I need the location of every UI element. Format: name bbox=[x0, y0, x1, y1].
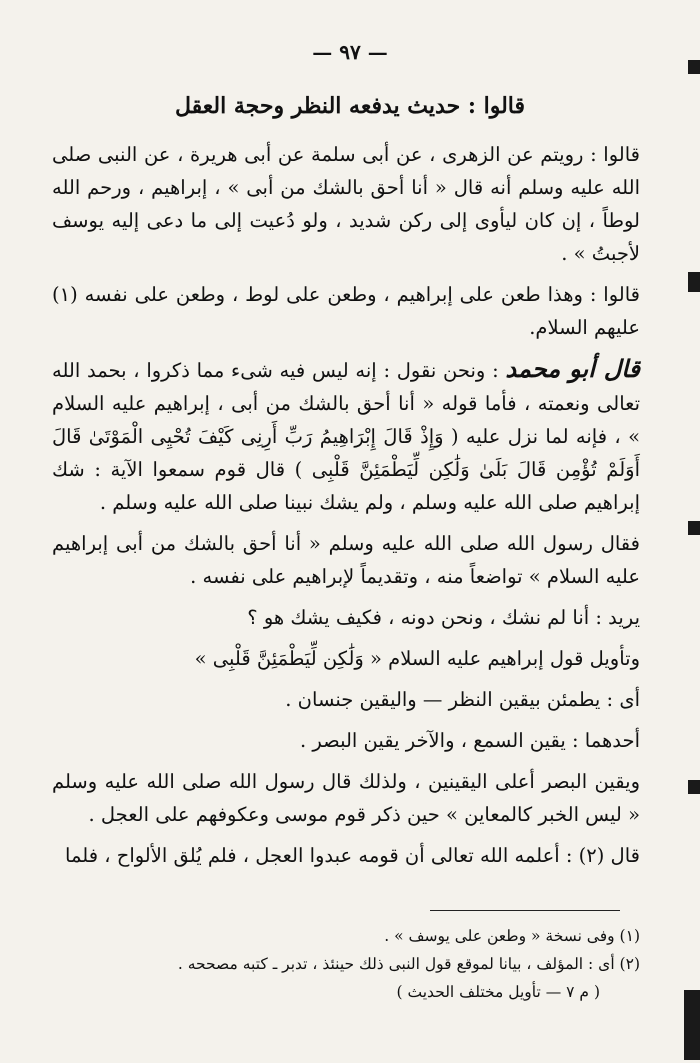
page-edge-mark bbox=[684, 990, 700, 1060]
paragraph: أى : يطمئن بيقين النظر — واليقين جنسان . bbox=[285, 688, 640, 711]
response-text: : ونحن نقول : إنه ليس فيه شىء مما ذكروا ، بحمد الله تعالى ونعمته ، فأما قوله « أنا أحق بالشك من أبى ، إبراهيم عليه السلام » ، فإنه لما نزل عليه ( وَإِذْ قَالَ إِبْرَاهِيمُ رَبِّ أَرِنِى كَيْفَ تُحْيِى الْمَوْتَىٰ قَالَ أَوَلَمْ تُؤْمِن قَالَ بَلَىٰ وَلَٰكِن لِّيَطْمَئِنَّ قَلْبِى ) قال قوم سمعوا الآية : شك bbox=[52, 359, 640, 481]
paragraph: فقال رسول الله صلى الله عليه وسلم « أنا أحق بالشك من أبى إبراهيم عليه السلام » تواضعاً منه ، وتقديماً لإبراهيم على نفسه . bbox=[52, 532, 640, 588]
footnotes bbox=[52, 922, 640, 1006]
paragraph: قالوا : رويتم عن الزهرى ، عن أبى سلمة عن أبى هريرة ، عن النبى صلى الله عليه وسلم أنه قال « أنا أحق بالشك من أبى » ، إبراهيم ، ورحم الله لوطاً ، إن كان ليأوى إلى ركن شديد ، ولو دُعيت إلى ما دعى إليه يوسف لأجبتُ » . bbox=[52, 143, 640, 265]
paragraph: يريد : أنا لم نشك ، ونحن دونه ، فكيف يشك هو ؟ bbox=[247, 606, 640, 629]
footnote: (٢) أى : المؤلف ، بيانا لموقع قول النبى ذلك حينئذ ، تدبر ـ كتبه مصححه . bbox=[177, 955, 640, 973]
footnote: (١) وفى نسخة « وطعن على يوسف » . bbox=[384, 927, 640, 945]
page-edge-mark bbox=[688, 780, 700, 794]
page-number: — ٩٧ — bbox=[312, 40, 388, 64]
paragraph: وتأويل قول إبراهيم عليه السلام « وَلَٰكِن لِّيَطْمَئِنَّ قَلْبِى » bbox=[194, 647, 640, 670]
page-edge-mark bbox=[688, 521, 700, 535]
running-footer: ( م ٧ — تأويل مختلف الحديث ) bbox=[396, 983, 600, 1001]
paragraph: قالوا : وهذا طعن على إبراهيم ، وطعن على لوط ، وطعن على نفسه (١) عليهم السلام. bbox=[52, 283, 640, 339]
narrator-heading: قال أبو محمد bbox=[505, 354, 641, 383]
footnote-divider bbox=[430, 910, 620, 911]
paragraph: قال (٢) : أعلمه الله تعالى أن قومه عبدوا العجل ، فلم يُلق الألواح ، فلما bbox=[65, 844, 640, 867]
paragraph bbox=[52, 352, 640, 519]
page-edge-mark bbox=[688, 272, 700, 292]
paragraph-continuation: إبراهيم صلى الله عليه وسلم ، ولم يشك نبينا صلى الله عليه وسلم . bbox=[99, 491, 640, 514]
paragraph: أحدهما : يقين السمع ، والآخر يقين البصر . bbox=[300, 729, 640, 752]
page-edge-mark bbox=[688, 60, 700, 74]
body-text bbox=[52, 138, 640, 880]
section-title: قالوا : حديث يدفعه النظر وحجة العقل bbox=[174, 93, 526, 119]
paragraph: ويقين البصر أعلى اليقينين ، ولذلك قال رسول الله صلى الله عليه وسلم « ليس الخبر كالمعاين » حين ذكر قوم موسى وعكوفهم على العجل . bbox=[52, 770, 640, 826]
